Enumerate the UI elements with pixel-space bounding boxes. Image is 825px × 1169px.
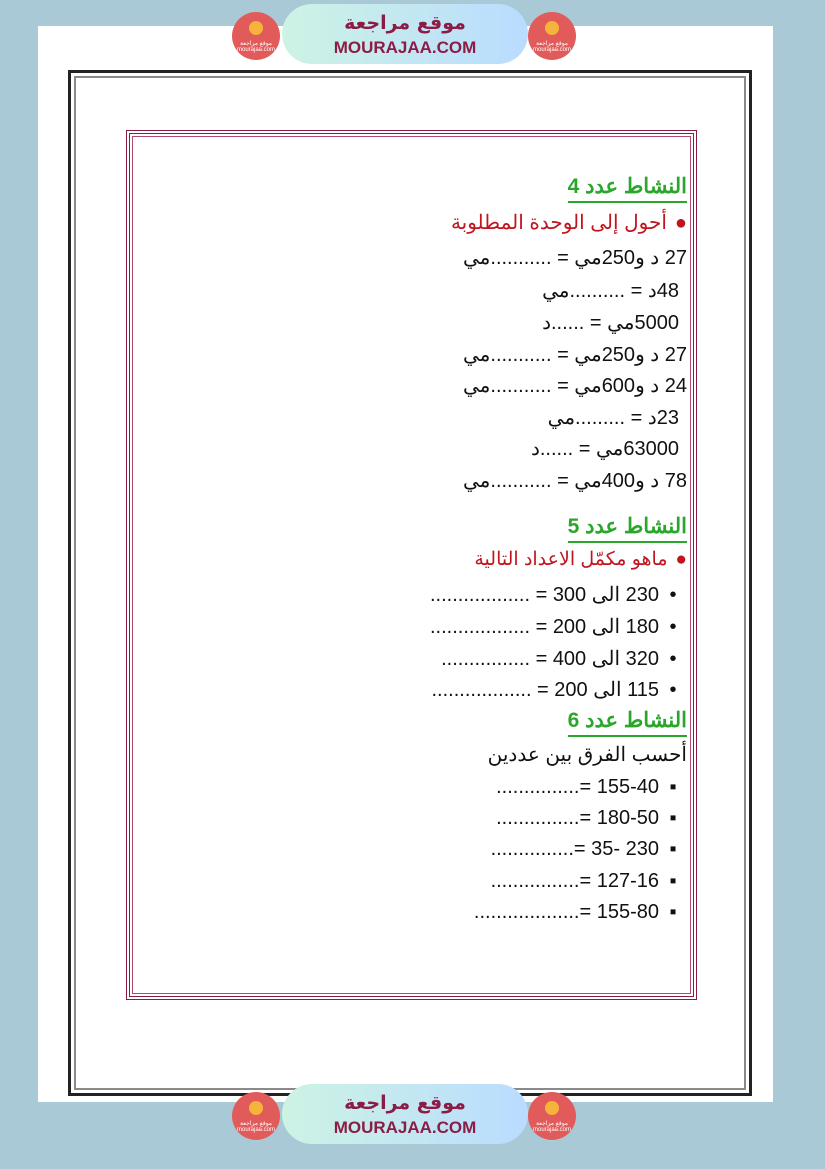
conversion-line: 48د = ..........مي — [542, 280, 679, 302]
exercise-content — [135, 140, 687, 990]
complement-item: •320 الى 400 = ................ — [441, 648, 677, 670]
complement-item: •180 الى 200 = .................. — [430, 616, 677, 638]
activity5-title: النشاط عدد 5 — [568, 514, 687, 543]
site-logo-icon: موقع مراجعة mourajaa.com — [232, 1092, 280, 1140]
activity6-title: النشاط عدد 6 — [568, 708, 687, 737]
site-name-arabic: موقع مراجعة — [344, 12, 466, 34]
site-name-latin: MOURAJAA.COM — [333, 38, 477, 57]
complement-item: •115 الى 200 = .................. — [431, 679, 677, 701]
conversion-line: 27 د و250مي = ...........مي — [463, 247, 687, 269]
difference-item: ▪155-40 =............... — [496, 776, 677, 798]
conversion-line: 5000مي = ......د — [542, 312, 679, 334]
activity4-title: النشاط عدد 4 — [568, 174, 687, 203]
site-logo-icon: موقع مراجعة mourajaa.com — [232, 12, 280, 60]
site-banner-top — [230, 0, 580, 64]
difference-item: ▪127-16 =................ — [490, 870, 677, 892]
difference-item: ▪180-50 =............... — [496, 807, 677, 829]
difference-item: ▪230 -35 =............... — [490, 838, 677, 860]
activity4-instruction: ●أحول إلى الوحدة المطلوبة — [450, 212, 687, 234]
site-logo-icon: موقع مراجعة mourajaa.com — [528, 12, 576, 60]
conversion-line: 27 د و250مي = ...........مي — [463, 344, 687, 366]
complement-item: •230 الى 300 = .................. — [430, 584, 677, 606]
site-logo-icon: موقع مراجعة mourajaa.com — [528, 1092, 576, 1140]
site-name-pill[interactable] — [282, 1084, 528, 1144]
site-name-arabic: موقع مراجعة — [344, 1092, 466, 1114]
site-banner-bottom — [230, 1080, 580, 1144]
conversion-line: 78 د و400مي = ...........مي — [463, 470, 687, 492]
activity5-instruction: ●ماهو مكمّل الاعداد التالية — [474, 549, 687, 570]
site-name-pill[interactable] — [282, 4, 528, 64]
conversion-line: 24 د و600مي = ...........مي — [463, 375, 687, 397]
difference-item: ▪155-80 =................... — [473, 901, 677, 923]
conversion-line: 63000مي = ......د — [530, 438, 679, 460]
conversion-line: 23د = .........مي — [547, 407, 679, 429]
site-name-latin: MOURAJAA.COM — [333, 1118, 477, 1137]
activity6-instruction: أحسب الفرق بين عددين — [487, 744, 687, 766]
